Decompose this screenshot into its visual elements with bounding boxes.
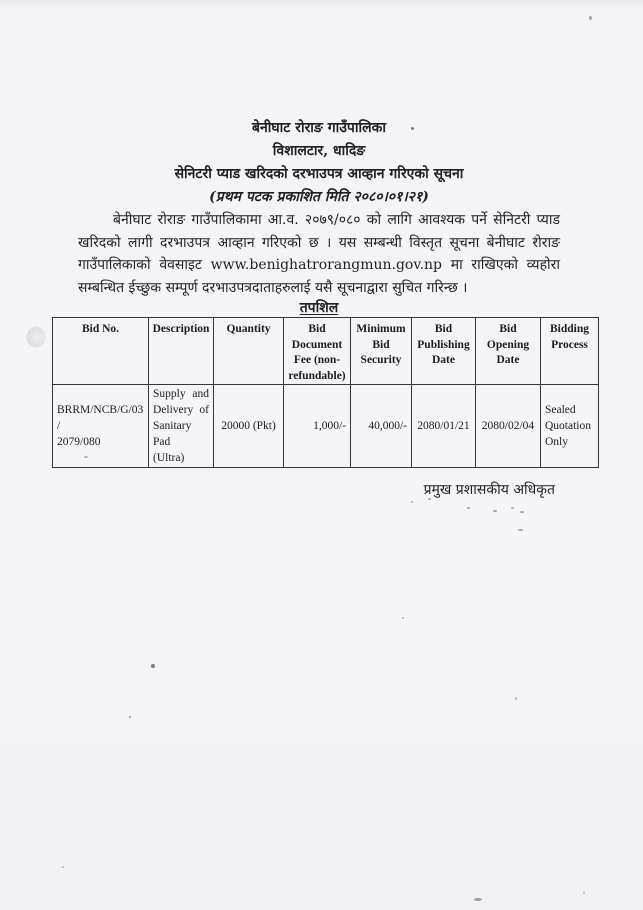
cell-bid-security: 40,000/-	[351, 385, 412, 468]
scan-speck	[589, 16, 592, 20]
column-header-opening-date: Bid Opening Date	[476, 318, 541, 385]
scan-speck	[515, 697, 517, 700]
cell-bidding-process: Sealed Quotation Only	[541, 385, 599, 468]
notice-title: सेनिटरी प्याड खरिदको दरभाउपत्र आव्हान गरिएको सूचना	[174, 166, 464, 182]
cell-quantity: 20000 (Pkt)	[214, 385, 284, 468]
scan-speck	[411, 127, 414, 130]
details-heading-row	[78, 299, 560, 317]
scan-speck	[511, 507, 514, 509]
cell-bid-no: BRRM/NCB/G/03/ 2079/080	[53, 385, 149, 468]
column-header-quantity: Quantity	[214, 318, 284, 385]
scan-speck	[402, 617, 404, 619]
bid-details-table	[52, 317, 599, 468]
signature-block	[0, 480, 643, 500]
notice-header	[78, 117, 560, 209]
office-address: विशालटार, धादिङ	[272, 143, 366, 159]
scan-speck	[129, 716, 131, 718]
scan-speck	[474, 898, 482, 901]
scan-speck	[467, 507, 470, 509]
details-heading: तपशिल	[299, 300, 339, 316]
table-row	[53, 385, 599, 468]
publication-note: (प्रथम पटक प्रकाशित मिति २०८०।०१।२१)	[209, 189, 429, 205]
signatory-title: प्रमुख प्रशासकीय अधिकृत	[423, 482, 555, 498]
notice-body: बेनीघाट रोराङ गाउँपालिकामा आ.व. २०७९/०८० को लागि आवश्यक पर्ने सेनिटरी प्याड खरिदको लागी दरभाउपत्र आव्हान गरिएको छ । यस सम्बन्धी विस्तृत सूचना बेनीघाट रोराङ गाउँपालिकाको वेवसाइट www.benighatrorangmun.gov.np मा राखिएको व्यहोरा सम्बन्धित ईच्छुक सम्पूर्ण दरभाउपत्रदाताहरुलाई यसै सूचनाद्वारा सुचित गरिन्छ ।	[78, 212, 560, 296]
column-header-description: Description	[149, 318, 214, 385]
column-header-bidding-process: Bidding Process	[541, 318, 599, 385]
scan-speck	[518, 529, 523, 531]
cell-publishing-date: 2080/01/21	[412, 385, 476, 468]
cell-opening-date: 2080/02/04	[476, 385, 541, 468]
scan-speck	[534, 236, 536, 243]
column-header-publishing-date: Bid Publishing Date	[412, 318, 476, 385]
column-header-bid-security: Minimum Bid Security	[351, 318, 412, 385]
scan-speck	[411, 501, 413, 503]
cell-description: Supply and Delivery of Sanitary Pad (Ultra)	[149, 385, 214, 468]
column-header-bid-no: Bid No.	[53, 318, 149, 385]
scan-speck	[520, 511, 524, 513]
scan-speck	[428, 498, 431, 500]
notice-content	[0, 117, 643, 500]
office-name: बेनीघाट रोराङ गाउँपालिका	[252, 120, 386, 136]
column-header-document-fee: Bid Document Fee (non- refundable)	[284, 318, 351, 385]
scan-speck	[583, 892, 585, 894]
cell-document-fee: 1,000/-	[284, 385, 351, 468]
scan-speck	[84, 456, 88, 458]
scan-speck	[151, 664, 155, 668]
scan-speck	[62, 866, 64, 868]
scan-speck	[493, 510, 497, 512]
table-header-row	[53, 318, 599, 385]
